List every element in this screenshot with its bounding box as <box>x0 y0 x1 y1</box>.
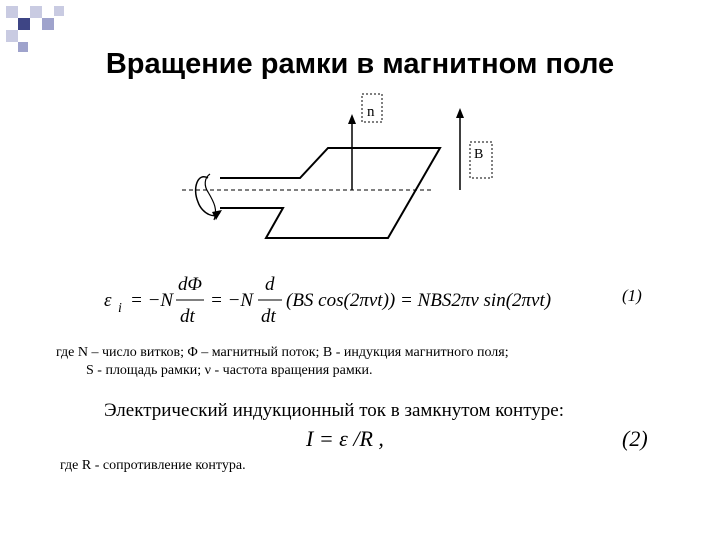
formula-part-1: = −N <box>130 290 174 311</box>
formula-part-2: = −N <box>210 290 254 311</box>
field-label: B <box>474 147 484 162</box>
frame-outline <box>220 148 440 238</box>
equation-number-2: (2) <box>622 426 648 451</box>
rotating-frame-diagram <box>170 92 510 252</box>
equation-number-1: (1) <box>622 286 642 305</box>
emf-subscript: i <box>118 301 122 316</box>
current-heading: Электрический индукционный ток в замкнутом контуре: <box>104 400 564 421</box>
legend-line-2: S - площадь рамки; ν - частота вращения рамки. <box>86 363 373 378</box>
deco-square <box>18 18 30 30</box>
emf-symbol: ε <box>104 290 112 311</box>
rotation-arrow <box>196 177 220 216</box>
normal-label: n <box>367 104 375 120</box>
deco-square <box>6 6 18 18</box>
emf-formula <box>100 262 600 332</box>
formula-part-3: (BS cos(2πνt)) = NBS2πν sin(2πνt) <box>286 290 552 311</box>
slide-title: Вращение рамки в магнитном поле <box>105 48 615 80</box>
frac1-denominator: dt <box>180 306 195 327</box>
ohm-law-formula: I = ε /R , <box>306 426 384 451</box>
deco-square <box>42 18 54 30</box>
deco-square <box>54 6 64 16</box>
frac2-denominator: dt <box>261 306 276 327</box>
deco-square <box>30 6 42 18</box>
resistance-note: где R - сопротивление контура. <box>60 458 246 473</box>
frac1-numerator: dΦ <box>178 274 202 295</box>
legend-line-1: где N – число витков; Φ – магнитный поток; B - индукция магнитного поля; <box>56 345 509 360</box>
frac2-numerator: d <box>265 274 275 295</box>
deco-square <box>6 30 18 42</box>
